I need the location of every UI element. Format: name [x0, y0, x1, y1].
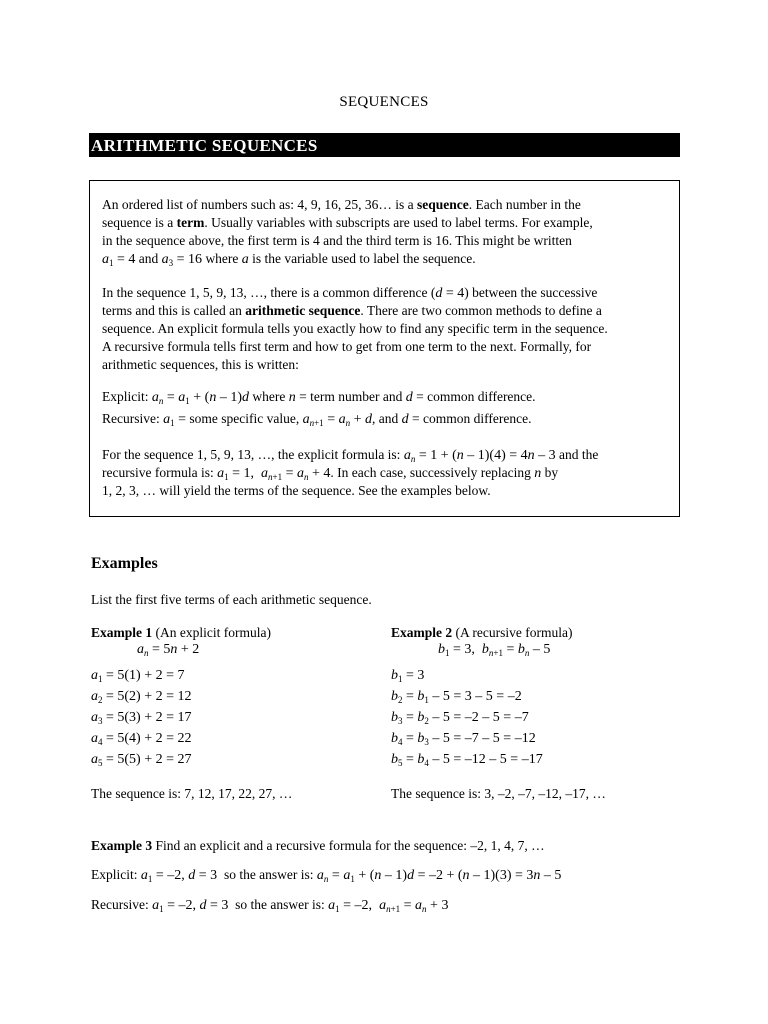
intro-line-8: A recursive formula tells first term and how to get from one term to the next. Formally, for: [102, 339, 592, 354]
example-1-title: Example 1 (An explicit formula): [91, 625, 271, 640]
example-2-row: $b_4 = b_3 - 5 = -7 - 5 = -12$: [391, 731, 536, 747]
example-2-sequence: The sequence is: 3, –2, –7, –12, –17, …: [391, 786, 606, 801]
intro-line-6: terms and this is called an arithmetic sequence. There are two common methods to define a: [102, 303, 602, 318]
example-2-title: Example 2 (A recursive formula): [391, 625, 573, 640]
example-1-row: $a_3 = 5(3) + 2 = 17$: [91, 710, 192, 726]
section-header-bar: [89, 133, 680, 157]
examples-instruction: List the first five terms of each arithmetic sequence.: [91, 592, 372, 607]
section-header-text: ARITHMETIC SEQUENCES: [91, 136, 318, 155]
recursive-formula-line: Recursive: $a_1$ = some specific value, $a_{n+1} = a_n + d$, and d = common difference.: [102, 411, 532, 428]
example-2-row: $b_5 = b_4 - 5 = -12 - 5 = -17$: [391, 752, 543, 768]
example-3-title: Example 3 Find an explicit and a recursive formula for the sequence: –2, 1, 4, 7, …: [91, 838, 545, 853]
intro-line-2: sequence is a term. Usually variables with subscripts are used to label terms. For example,: [102, 215, 593, 230]
example-2-formula: $b_1 = 3$, $b_{n+1} = b_n - 5$: [438, 642, 551, 658]
example-1-row: $a_1 = 5(1) + 2 = 7$: [91, 668, 185, 684]
example-3-recursive: Recursive: $a_1 = -2$, d = 3 so the answer is: $a_1 = -2$, $a_{n+1} = a_n + 3$: [91, 897, 449, 914]
intro-line-9: arithmetic sequences, this is written:: [102, 357, 299, 372]
intro-line-4: $a_1 = 4$ and $a_3 = 16$ where a is the variable used to label the sequence.: [102, 251, 476, 268]
intro-line-12: 1, 2, 3, … will yield the terms of the sequence. See the examples below.: [102, 483, 491, 498]
example-1-row: $a_5 = 5(5) + 2 = 27$: [91, 752, 192, 768]
example-1-formula: $a_n = 5n + 2$: [137, 642, 200, 658]
example-1-row: $a_2 = 5(2) + 2 = 12$: [91, 689, 192, 705]
example-3-explicit: Explicit: $a_1 = -2$, d = 3 so the answer is: $a_n = a_1 + (n - 1)d = -2 + (n - 1)(3) = 3n - 5$: [91, 867, 562, 884]
example-2-row: $b_1 = 3$: [391, 668, 425, 684]
example-1-sequence: The sequence is: 7, 12, 17, 22, 27, …: [91, 786, 293, 801]
intro-line-5: In the sequence 1, 5, 9, 13, …, there is a common difference (d = 4) between the successive: [102, 285, 598, 301]
example-1-row: $a_4 = 5(4) + 2 = 22$: [91, 731, 192, 747]
intro-line-11: recursive formula is: $a_1 = 1$, $a_{n+1} = a_n + 4$. In each case, successively replacing n by: [102, 465, 559, 482]
examples-heading: Examples: [91, 555, 158, 572]
intro-line-1: An ordered list of numbers such as: 4, 9, 16, 25, 36… is a sequence. Each number in the: [102, 197, 581, 212]
intro-line-10: For the sequence 1, 5, 9, 13, …, the explicit formula is: $a_n = 1 + (n - 1)(4) = 4n - 3$ and the: [102, 447, 599, 464]
example-2-row: $b_3 = b_2 - 5 = -2 - 5 = -7$: [391, 710, 529, 726]
example-2-row: $b_2 = b_1 - 5 = 3 - 5 = -2$: [391, 689, 522, 705]
intro-line-3: in the sequence above, the first term is 4 and the third term is 16. This might be written: [102, 233, 572, 248]
page-title: SEQUENCES: [339, 94, 429, 110]
explicit-formula-line: Explicit: $a_n = a_1 + (n - 1)d$ where n = term number and d = common difference.: [102, 389, 536, 406]
intro-line-7: sequence. An explicit formula tells you exactly how to find any specific term in the sequence.: [102, 321, 608, 336]
